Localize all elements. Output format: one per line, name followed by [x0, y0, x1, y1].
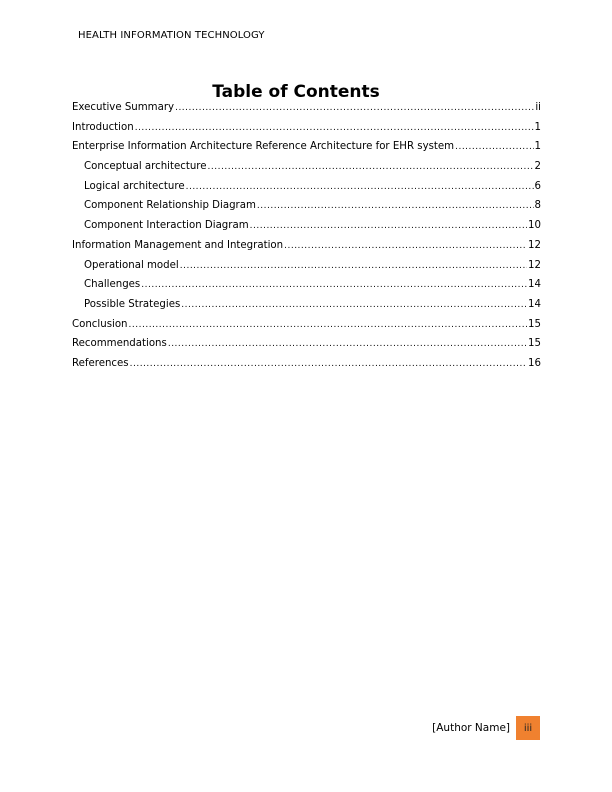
toc-entry-label: Conclusion — [72, 318, 128, 330]
toc-entry-page: 14 — [528, 298, 541, 310]
toc-entry-enterprise-architecture[interactable] — [72, 141, 541, 161]
page-number-badge: iii — [516, 716, 540, 740]
dot-leader — [208, 162, 534, 172]
dot-leader — [250, 221, 527, 231]
toc-entry-page: 6 — [534, 180, 541, 192]
toc-entry-label: Recommendations — [72, 338, 167, 350]
toc-entry-label: Logical architecture — [84, 180, 185, 192]
toc-entry-page: 15 — [528, 338, 541, 350]
toc-entry-label: Possible Strategies — [84, 298, 181, 310]
toc-entry-executive-summary[interactable] — [72, 102, 541, 122]
page-footer — [432, 716, 540, 740]
table-of-contents — [72, 102, 541, 378]
dot-leader — [141, 280, 527, 290]
dot-leader — [455, 142, 533, 152]
toc-entry-introduction[interactable] — [72, 122, 541, 142]
toc-entry-page: 12 — [528, 239, 541, 251]
dot-leader — [180, 261, 527, 271]
dot-leader — [175, 103, 534, 113]
toc-entry-page: ii — [535, 102, 541, 113]
toc-entry-page: 12 — [528, 259, 541, 271]
toc-title: Table of Contents — [212, 82, 380, 102]
toc-entry-page: 10 — [528, 220, 541, 232]
toc-entry-conceptual-architecture[interactable] — [72, 161, 541, 181]
toc-entry-page: 16 — [528, 357, 541, 369]
dot-leader — [129, 320, 528, 330]
toc-entry-label: Component Relationship Diagram — [84, 200, 256, 212]
toc-entry-possible-strategies[interactable] — [72, 299, 541, 319]
toc-entry-component-relationship-diagram[interactable] — [72, 200, 541, 220]
toc-entry-operational-model[interactable] — [72, 260, 541, 280]
toc-entry-page: 1 — [534, 141, 541, 153]
toc-entry-logical-architecture[interactable] — [72, 181, 541, 201]
dot-leader — [168, 339, 527, 349]
running-head: HEALTH INFORMATION TECHNOLOGY — [78, 30, 265, 41]
toc-entry-page: 1 — [534, 121, 541, 133]
toc-entry-information-management[interactable] — [72, 240, 541, 260]
toc-entry-page: 14 — [528, 279, 541, 291]
dot-leader — [130, 359, 527, 369]
toc-entry-page: 2 — [534, 161, 541, 173]
dot-leader — [284, 241, 527, 251]
toc-entry-label: References — [72, 357, 129, 369]
toc-entry-label: Operational model — [84, 259, 179, 271]
dot-leader — [135, 123, 534, 133]
dot-leader — [257, 201, 534, 211]
toc-entry-page: 8 — [534, 200, 541, 212]
toc-entry-label: Enterprise Information Architecture Reference Architecture for EHR system — [72, 141, 455, 153]
dot-leader — [186, 182, 534, 192]
author-name: [Author Name] — [432, 722, 510, 734]
toc-entry-label: Challenges — [84, 279, 141, 291]
toc-entry-label: Component Interaction Diagram — [84, 220, 249, 232]
toc-entry-references[interactable] — [72, 358, 541, 378]
toc-entry-challenges[interactable] — [72, 279, 541, 299]
toc-entry-conclusion[interactable] — [72, 319, 541, 339]
toc-entry-label: Introduction — [72, 121, 134, 133]
toc-entry-label: Conceptual architecture — [84, 161, 207, 173]
toc-entry-page: 15 — [528, 318, 541, 330]
toc-entry-label: Executive Summary — [72, 102, 175, 113]
toc-entry-component-interaction-diagram[interactable] — [72, 220, 541, 240]
toc-entry-label: Information Management and Integration — [72, 239, 284, 251]
dot-leader — [181, 300, 527, 310]
toc-entry-recommendations[interactable] — [72, 338, 541, 358]
